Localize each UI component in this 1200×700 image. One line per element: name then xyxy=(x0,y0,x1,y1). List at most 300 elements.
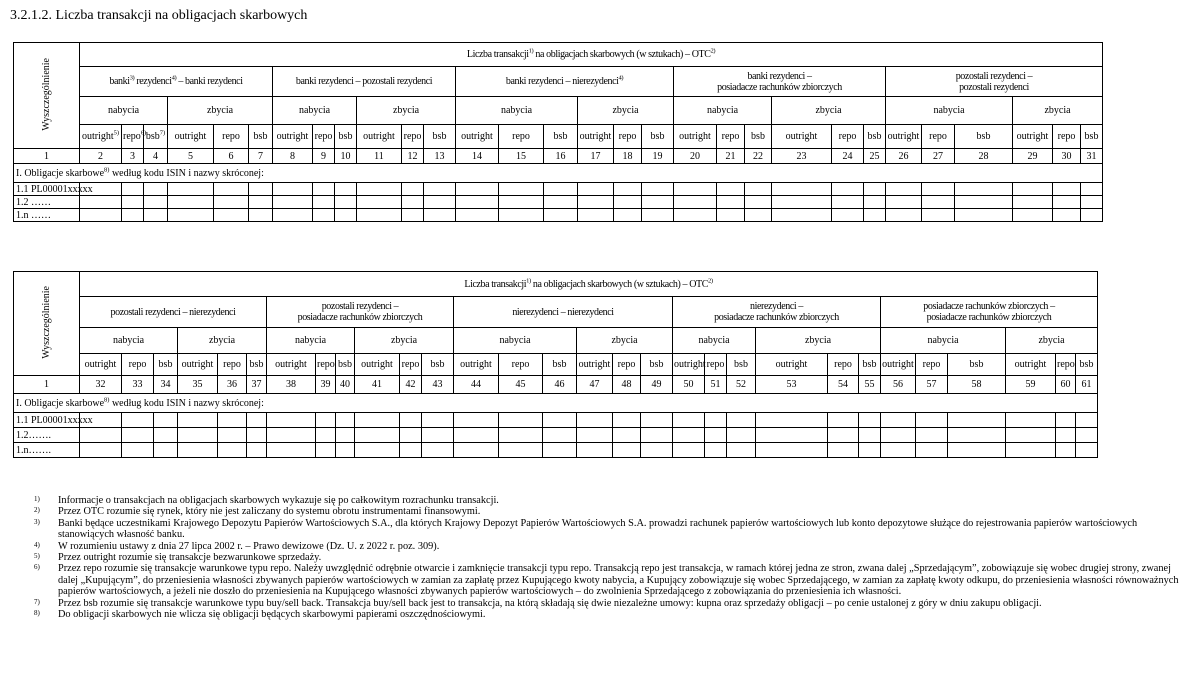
data-cell xyxy=(214,183,249,196)
col-number: 30 xyxy=(1053,149,1081,164)
type-outright-header: outright xyxy=(1006,354,1056,376)
group-header: nierezydenci – posiadacze rachunków zbiorczych xyxy=(673,297,881,328)
type-bsb-header: bsb xyxy=(641,354,673,376)
data-cell xyxy=(424,183,456,196)
data-cell xyxy=(499,443,543,458)
data-cell xyxy=(122,196,144,209)
data-cell xyxy=(313,183,335,196)
data-cell xyxy=(267,443,316,458)
col-number: 59 xyxy=(1006,376,1056,394)
row-label: 1.1 PL00001xxxxx xyxy=(14,183,80,196)
data-cell xyxy=(674,183,717,196)
data-cell xyxy=(772,183,832,196)
data-cell xyxy=(1076,428,1098,443)
table-row xyxy=(14,196,1103,209)
zbycia-header: zbycia xyxy=(1013,97,1103,125)
data-cell xyxy=(313,196,335,209)
data-cell xyxy=(832,209,864,222)
data-cell xyxy=(400,443,422,458)
nabycia-header: nabycia xyxy=(80,328,178,354)
col-number: 16 xyxy=(544,149,578,164)
data-cell xyxy=(614,209,642,222)
type-outright-header: outright xyxy=(454,354,499,376)
type-bsb-header: bsb$^{7)}$ xyxy=(144,125,168,149)
data-cell xyxy=(456,209,499,222)
col-number: 26 xyxy=(886,149,922,164)
data-cell xyxy=(400,428,422,443)
data-cell xyxy=(499,196,544,209)
data-cell xyxy=(614,183,642,196)
col-number: 54 xyxy=(828,376,859,394)
col-number: 11 xyxy=(357,149,402,164)
data-cell xyxy=(168,183,214,196)
col-number: 22 xyxy=(745,149,772,164)
zbycia-header: zbycia xyxy=(355,328,454,354)
data-cell xyxy=(641,428,673,443)
type-bsb-header: bsb xyxy=(948,354,1006,376)
type-outright-header: outright xyxy=(168,125,214,149)
zbycia-header: zbycia xyxy=(168,97,273,125)
data-cell xyxy=(355,443,400,458)
data-cell xyxy=(948,413,1006,428)
col-number: 1 xyxy=(14,149,80,164)
data-cell xyxy=(154,443,178,458)
data-cell xyxy=(828,443,859,458)
data-cell xyxy=(402,183,424,196)
data-cell xyxy=(613,413,641,428)
col-number: 4 xyxy=(144,149,168,164)
data-cell xyxy=(727,428,756,443)
col-number: 6 xyxy=(214,149,249,164)
col-number: 47 xyxy=(577,376,613,394)
data-cell xyxy=(772,209,832,222)
data-cell xyxy=(335,209,357,222)
data-cell xyxy=(955,183,1013,196)
col-number: 46 xyxy=(543,376,577,394)
type-repo-header: repo xyxy=(214,125,249,149)
table-row xyxy=(14,183,1103,196)
type-outright-header: outright xyxy=(772,125,832,149)
data-cell xyxy=(674,196,717,209)
col-number: 57 xyxy=(916,376,948,394)
row-label: 1.n……. xyxy=(14,443,80,458)
group-header: pozostali rezydenci – pozostali rezydenci xyxy=(886,67,1103,97)
type-outright-header: outright$^{5)}$ xyxy=(80,125,122,149)
data-cell xyxy=(881,413,916,428)
type-repo-header: repo xyxy=(922,125,955,149)
data-cell xyxy=(1076,413,1098,428)
type-outright-header: outright xyxy=(674,125,717,149)
data-cell xyxy=(273,183,313,196)
data-cell xyxy=(577,443,613,458)
col-number: 1 xyxy=(14,376,80,394)
section-title: 3.2.1.2. Liczba transakcji na obligacjach skarbowych xyxy=(10,8,308,23)
data-cell xyxy=(745,183,772,196)
type-outright-header: outright xyxy=(273,125,313,149)
data-cell xyxy=(1056,413,1076,428)
data-cell xyxy=(642,209,674,222)
data-cell xyxy=(577,413,613,428)
data-cell xyxy=(578,196,614,209)
data-cell xyxy=(80,209,122,222)
table-row xyxy=(14,428,1098,443)
type-bsb-header: bsb xyxy=(1081,125,1103,149)
data-cell xyxy=(168,209,214,222)
data-cell xyxy=(273,196,313,209)
data-cell xyxy=(249,196,273,209)
type-repo-header: repo xyxy=(499,354,543,376)
type-bsb-header: bsb xyxy=(859,354,881,376)
data-cell xyxy=(864,209,886,222)
row-label: 1.2 …… xyxy=(14,196,80,209)
col-number: 28 xyxy=(955,149,1013,164)
data-cell xyxy=(424,209,456,222)
data-cell xyxy=(178,443,218,458)
data-cell xyxy=(424,196,456,209)
type-outright-header: outright xyxy=(357,125,402,149)
type-bsb-header: bsb xyxy=(154,354,178,376)
data-cell xyxy=(886,209,922,222)
type-bsb-header: bsb xyxy=(335,125,357,149)
zbycia-header: zbycia xyxy=(756,328,881,354)
data-cell xyxy=(456,196,499,209)
data-cell xyxy=(313,209,335,222)
row-label: 1.2……. xyxy=(14,428,80,443)
type-bsb-header: bsb xyxy=(249,125,273,149)
data-cell xyxy=(1081,183,1103,196)
col-number: 55 xyxy=(859,376,881,394)
footnote: 2) Przez OTC rozumie się rynek, który nie jest zaliczany do systemu obrotu instrumentami finansowymi. xyxy=(34,506,481,518)
data-cell xyxy=(355,413,400,428)
data-cell xyxy=(955,209,1013,222)
stub-header: Wyszczególnienie xyxy=(14,43,80,149)
data-cell xyxy=(922,196,955,209)
data-cell xyxy=(948,443,1006,458)
data-cell xyxy=(717,183,745,196)
table-row xyxy=(14,209,1103,222)
data-cell xyxy=(673,413,705,428)
col-number: 15 xyxy=(499,149,544,164)
data-cell xyxy=(122,428,154,443)
data-cell xyxy=(249,209,273,222)
data-cell xyxy=(273,209,313,222)
data-cell xyxy=(402,209,424,222)
data-cell xyxy=(80,428,122,443)
transactions-table-2 xyxy=(13,271,1098,458)
stub-header: Wyszczególnienie xyxy=(14,272,80,376)
data-cell xyxy=(316,413,336,428)
data-cell xyxy=(916,428,948,443)
data-cell xyxy=(705,428,727,443)
type-bsb-header: bsb xyxy=(336,354,355,376)
data-cell xyxy=(499,428,543,443)
group-header: posiadacze rachunków zbiorczych – posiadacze rachunków zbiorczych xyxy=(881,297,1098,328)
data-cell xyxy=(544,209,578,222)
col-number: 61 xyxy=(1076,376,1098,394)
type-repo-header: repo xyxy=(717,125,745,149)
data-cell xyxy=(422,428,454,443)
type-repo-header: repo xyxy=(1053,125,1081,149)
col-number: 8 xyxy=(273,149,313,164)
data-cell xyxy=(886,183,922,196)
col-number: 60 xyxy=(1056,376,1076,394)
data-cell xyxy=(543,413,577,428)
nabycia-header: nabycia xyxy=(273,97,357,125)
data-cell xyxy=(614,196,642,209)
type-bsb-header: bsb xyxy=(1076,354,1098,376)
data-cell xyxy=(1006,413,1056,428)
col-number: 33 xyxy=(122,376,154,394)
data-cell xyxy=(756,443,828,458)
zbycia-header: zbycia xyxy=(1006,328,1098,354)
data-cell xyxy=(336,413,355,428)
type-bsb-header: bsb xyxy=(642,125,674,149)
nabycia-header: nabycia xyxy=(674,97,772,125)
data-cell xyxy=(144,183,168,196)
col-number: 13 xyxy=(424,149,456,164)
data-cell xyxy=(674,209,717,222)
col-number: 3 xyxy=(122,149,144,164)
col-number: 43 xyxy=(422,376,454,394)
footnotes xyxy=(34,495,1184,620)
zbycia-header: zbycia xyxy=(178,328,267,354)
data-cell xyxy=(122,209,144,222)
data-cell xyxy=(922,183,955,196)
col-number: 38 xyxy=(267,376,316,394)
section-row: I. Obligacje skarbowe$^{8)}$ według kodu ISIN i nazwy skróconej: xyxy=(14,164,1103,183)
data-cell xyxy=(1076,443,1098,458)
data-cell xyxy=(577,428,613,443)
group-header: banki rezydenci – nierezydenci$^{4)}$ xyxy=(456,67,674,97)
data-cell xyxy=(828,413,859,428)
data-cell xyxy=(673,443,705,458)
table-row xyxy=(14,443,1098,458)
nabycia-header: nabycia xyxy=(673,328,756,354)
data-cell xyxy=(144,196,168,209)
data-cell xyxy=(267,428,316,443)
nabycia-header: nabycia xyxy=(454,328,577,354)
type-repo-header: repo xyxy=(400,354,422,376)
type-repo-header: repo xyxy=(705,354,727,376)
col-number: 52 xyxy=(727,376,756,394)
col-number: 58 xyxy=(948,376,1006,394)
type-outright-header: outright xyxy=(80,354,122,376)
type-repo-header: repo xyxy=(614,125,642,149)
col-number: 56 xyxy=(881,376,916,394)
zbycia-header: zbycia xyxy=(578,97,674,125)
type-repo-header: repo xyxy=(828,354,859,376)
data-cell xyxy=(886,196,922,209)
type-bsb-header: bsb xyxy=(727,354,756,376)
data-cell xyxy=(864,183,886,196)
data-cell xyxy=(335,196,357,209)
data-cell xyxy=(745,196,772,209)
col-number: 7 xyxy=(249,149,273,164)
data-cell xyxy=(178,413,218,428)
col-number: 48 xyxy=(613,376,641,394)
data-cell xyxy=(454,413,499,428)
footnote: 8) Do obligacji skarbowych nie wlicza się obligacji będących skarbowymi papierami oszczędnościowymi. xyxy=(34,609,486,621)
type-outright-header: outright xyxy=(756,354,828,376)
data-cell xyxy=(828,428,859,443)
type-bsb-header: bsb xyxy=(864,125,886,149)
zbycia-header: zbycia xyxy=(357,97,456,125)
data-cell xyxy=(641,413,673,428)
col-number: 20 xyxy=(674,149,717,164)
type-outright-header: outright xyxy=(456,125,499,149)
footnote: 3) Banki będące uczestnikami Krajowego Depozytu Papierów Wartościowych S.A., dla których Krajowy Depozyt Papierów Wartościowych S.A. prowadzi rachunek papierów wartościowych lub konto depozytowe służące do rejestrowania papierów wartościowych stanowiących własność banku. xyxy=(34,517,1138,541)
data-cell xyxy=(578,183,614,196)
data-cell xyxy=(218,443,247,458)
data-cell xyxy=(218,428,247,443)
data-cell xyxy=(247,413,267,428)
data-cell xyxy=(144,209,168,222)
data-cell xyxy=(673,428,705,443)
data-cell xyxy=(756,413,828,428)
data-cell xyxy=(1006,443,1056,458)
column-numbers-row xyxy=(14,149,1103,164)
data-cell xyxy=(249,183,273,196)
col-number: 32 xyxy=(80,376,122,394)
data-cell xyxy=(335,183,357,196)
data-cell xyxy=(1053,196,1081,209)
data-cell xyxy=(499,183,544,196)
data-cell xyxy=(544,183,578,196)
data-cell xyxy=(80,443,122,458)
row-label: 1.1 PL00001xxxxx xyxy=(14,413,80,428)
data-cell xyxy=(1081,209,1103,222)
col-number: 37 xyxy=(247,376,267,394)
data-cell xyxy=(578,209,614,222)
data-cell xyxy=(756,428,828,443)
data-cell xyxy=(422,413,454,428)
type-outright-header: outright xyxy=(577,354,613,376)
data-cell xyxy=(247,443,267,458)
data-cell xyxy=(316,443,336,458)
col-number: 42 xyxy=(400,376,422,394)
type-outright-header: outright xyxy=(355,354,400,376)
section-row: I. Obligacje skarbowe$^{8)}$ według kodu ISIN i nazwy skróconej: xyxy=(14,394,1098,413)
nabycia-header: nabycia xyxy=(881,328,1006,354)
data-cell xyxy=(881,443,916,458)
type-repo-header: repo xyxy=(218,354,247,376)
group-header: banki rezydenci – pozostali rezydenci xyxy=(273,67,456,97)
data-cell xyxy=(357,183,402,196)
data-cell xyxy=(1013,209,1053,222)
col-number: 9 xyxy=(313,149,335,164)
col-number: 18 xyxy=(614,149,642,164)
col-number: 34 xyxy=(154,376,178,394)
col-number: 50 xyxy=(673,376,705,394)
data-cell xyxy=(454,428,499,443)
data-cell xyxy=(1006,428,1056,443)
type-outright-header: outright xyxy=(1013,125,1053,149)
data-cell xyxy=(832,183,864,196)
col-number: 53 xyxy=(756,376,828,394)
group-header: nierezydenci – nierezydenci xyxy=(454,297,673,328)
data-cell xyxy=(641,443,673,458)
col-number: 2 xyxy=(80,149,122,164)
data-cell xyxy=(357,209,402,222)
zbycia-header: zbycia xyxy=(772,97,886,125)
data-cell xyxy=(1053,183,1081,196)
type-bsb-header: bsb xyxy=(544,125,578,149)
data-cell xyxy=(1056,428,1076,443)
data-cell xyxy=(422,443,454,458)
data-cell xyxy=(1056,443,1076,458)
data-cell xyxy=(1053,209,1081,222)
data-cell xyxy=(859,428,881,443)
data-cell xyxy=(122,413,154,428)
data-cell xyxy=(613,443,641,458)
col-number: 29 xyxy=(1013,149,1053,164)
data-cell xyxy=(168,196,214,209)
data-cell xyxy=(772,196,832,209)
data-cell xyxy=(948,428,1006,443)
col-number: 51 xyxy=(705,376,727,394)
col-number: 24 xyxy=(832,149,864,164)
type-repo-header: repo xyxy=(313,125,335,149)
data-cell xyxy=(543,428,577,443)
col-number: 35 xyxy=(178,376,218,394)
data-cell xyxy=(613,428,641,443)
data-cell xyxy=(1081,196,1103,209)
type-outright-header: outright xyxy=(673,354,705,376)
type-repo-header: repo xyxy=(402,125,424,149)
type-outright-header: outright xyxy=(886,125,922,149)
footnote: 6) Przez repo rozumie się transakcje warunkowe typu repo. Należy uwzględnić odrębnie otwarcie i zamknięcie transakcji typu repo. Transakcją repo jest transakcja, w ramach której jedna ze stron, zwana dalej „Sprzedającym”, zobowiązuje się wobec drugiej strony, zwanej dalej „Kupującym”, do przeniesienia własności zbywanych papierów wartościowych w zamian za zapłatę przez Kupującego kwoty nabycia, a Kupujący zobowiązuje się wobec Sprzedającego, w zamian za zapłatę kwoty odkupu, do przeniesienia własności równoważnych papierów wartościowych, a jeżeli nie doszło do przeniesienia na Kupującego własności zbywanych papierów wartościowych – do zwolnienia Sprzedającego z zobowiązania do przeniesienia ich własności. xyxy=(34,563,1179,598)
type-outright-header: outright xyxy=(178,354,218,376)
col-number: 23 xyxy=(772,149,832,164)
type-repo-header: repo xyxy=(316,354,336,376)
col-number: 21 xyxy=(717,149,745,164)
data-cell xyxy=(154,428,178,443)
footnote: 4) W rozumieniu ustawy z dnia 27 lipca 2002 r. – Prawo dewizowe (Dz. U. z 2022 r. poz. 309). xyxy=(34,540,440,552)
data-cell xyxy=(859,413,881,428)
type-bsb-header: bsb xyxy=(422,354,454,376)
data-cell xyxy=(727,443,756,458)
col-number: 25 xyxy=(864,149,886,164)
data-cell xyxy=(336,428,355,443)
data-cell xyxy=(881,428,916,443)
data-cell xyxy=(642,183,674,196)
data-cell xyxy=(864,196,886,209)
data-cell xyxy=(402,196,424,209)
data-cell xyxy=(214,209,249,222)
data-cell xyxy=(832,196,864,209)
data-cell xyxy=(916,413,948,428)
nabycia-header: nabycia xyxy=(886,97,1013,125)
data-cell xyxy=(456,183,499,196)
footnote: 7) Przez bsb rozumie się transakcje warunkowe typu buy/sell back. Transakcja buy/sell back jest to transakcja, na którą składają się dwie niezależne umowy: kupna oraz sprzedaży obligacji – po cenie ustalonej z góry w dniu zakupu obligacji. xyxy=(34,597,1042,609)
type-repo-header: repo$^{6)}$ xyxy=(122,125,144,149)
data-cell xyxy=(336,443,355,458)
data-cell xyxy=(316,428,336,443)
data-cell xyxy=(122,183,144,196)
data-cell xyxy=(499,209,544,222)
data-cell xyxy=(218,413,247,428)
data-cell xyxy=(267,413,316,428)
col-number: 45 xyxy=(499,376,543,394)
data-cell xyxy=(122,443,154,458)
data-cell xyxy=(400,413,422,428)
type-outright-header: outright xyxy=(267,354,316,376)
col-number: 36 xyxy=(218,376,247,394)
data-cell xyxy=(955,196,1013,209)
footnote: 1) Informacje o transakcjach na obligacjach skarbowych wykazuje się po całkowitym rozrachunku transakcji. xyxy=(34,495,499,506)
nabycia-header: nabycia xyxy=(80,97,168,125)
data-cell xyxy=(1013,183,1053,196)
